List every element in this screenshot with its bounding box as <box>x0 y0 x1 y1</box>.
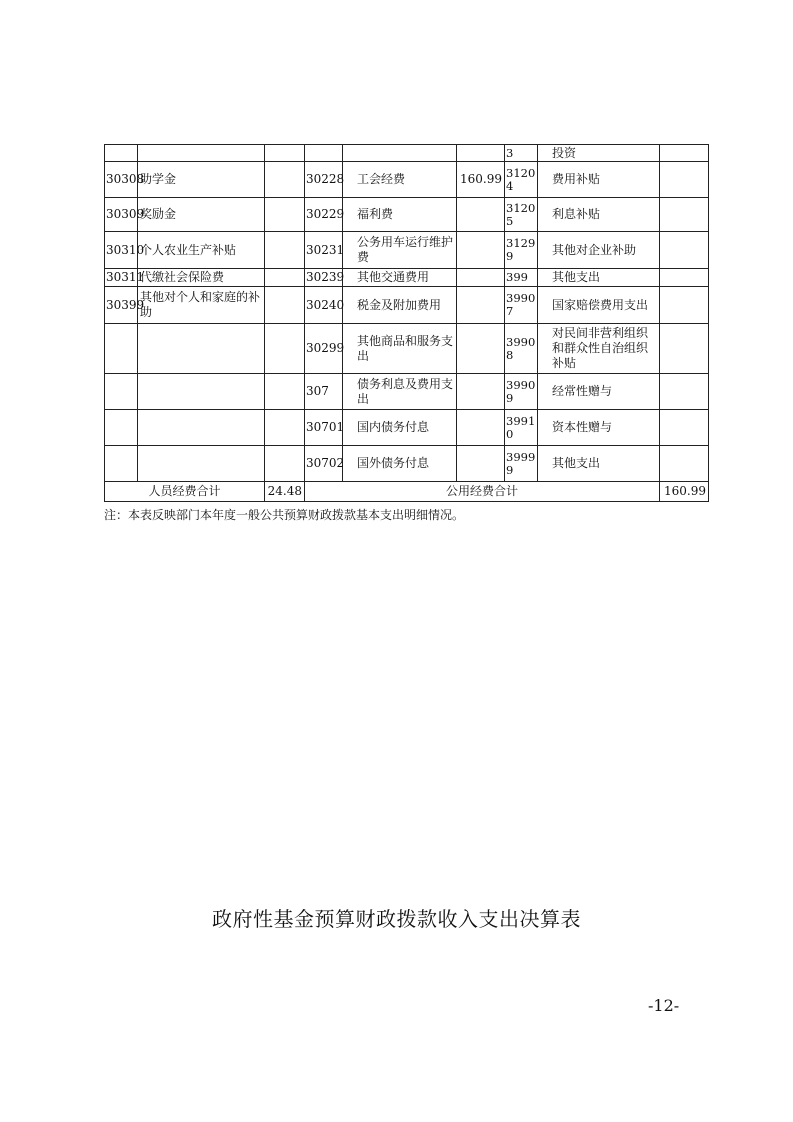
totals-row <box>105 482 709 502</box>
code-cell: 30240 <box>305 287 343 324</box>
amount-cell <box>660 410 709 446</box>
section-title: 政府性基金预算财政拨款收入支出决算表 <box>212 907 581 931</box>
name-cell: 其他交通费用 <box>343 269 457 287</box>
name-cell: 投资 <box>538 145 660 162</box>
name-cell <box>138 145 265 162</box>
table-row <box>105 269 709 287</box>
name-cell: 奖励金 <box>138 198 265 232</box>
public-total-value: 160.99 <box>660 482 709 502</box>
table-row <box>105 162 709 198</box>
amount-cell <box>660 446 709 482</box>
code-cell: 31204 <box>505 162 538 198</box>
personnel-total-value: 24.48 <box>265 482 305 502</box>
code-cell: 30228 <box>305 162 343 198</box>
name-cell: 其他对个人和家庭的补助 <box>138 287 265 324</box>
name-cell: 个人农业生产补贴 <box>138 232 265 269</box>
code-cell: 30229 <box>305 198 343 232</box>
name-cell: 代缴社会保险费 <box>138 269 265 287</box>
code-cell: 31299 <box>505 232 538 269</box>
name-cell: 费用补贴 <box>538 162 660 198</box>
amount-cell <box>457 324 505 374</box>
name-cell <box>343 145 457 162</box>
code-cell <box>305 145 343 162</box>
code-cell: 30399 <box>105 287 138 324</box>
table-row <box>105 446 709 482</box>
amount-cell <box>265 198 305 232</box>
name-cell <box>138 374 265 410</box>
code-cell: 30311 <box>105 269 138 287</box>
name-cell: 其他支出 <box>538 446 660 482</box>
code-cell: 39910 <box>505 410 538 446</box>
name-cell: 其他对企业补助 <box>538 232 660 269</box>
page-number: -12- <box>648 996 680 1015</box>
amount-cell <box>660 324 709 374</box>
table-row <box>105 374 709 410</box>
code-cell <box>105 374 138 410</box>
amount-cell <box>660 232 709 269</box>
amount-cell <box>660 269 709 287</box>
amount-cell <box>457 269 505 287</box>
name-cell: 工会经费 <box>343 162 457 198</box>
code-cell: 30310 <box>105 232 138 269</box>
amount-cell <box>457 232 505 269</box>
personnel-total-label: 人员经费合计 <box>105 482 265 502</box>
amount-cell <box>265 410 305 446</box>
amount-cell <box>457 446 505 482</box>
table-row <box>105 287 709 324</box>
amount-cell <box>265 287 305 324</box>
code-cell <box>105 446 138 482</box>
amount-cell <box>457 198 505 232</box>
name-cell: 其他商品和服务支出 <box>343 324 457 374</box>
table-body <box>105 145 709 482</box>
amount-cell <box>265 162 305 198</box>
code-cell: 30231 <box>305 232 343 269</box>
name-cell: 经常性赠与 <box>538 374 660 410</box>
code-cell: 39907 <box>505 287 538 324</box>
amount-cell <box>457 145 505 162</box>
name-cell: 国内债务付息 <box>343 410 457 446</box>
table-note: 注：本表反映部门本年度一般公共预算财政拨款基本支出明细情况。 <box>104 508 465 522</box>
name-cell: 国外债务付息 <box>343 446 457 482</box>
name-cell <box>138 446 265 482</box>
amount-cell <box>660 374 709 410</box>
code-cell <box>105 410 138 446</box>
amount-cell <box>265 324 305 374</box>
code-cell: 30309 <box>105 198 138 232</box>
amount-cell <box>265 374 305 410</box>
code-cell <box>105 324 138 374</box>
code-cell: 30239 <box>305 269 343 287</box>
amount-cell <box>660 162 709 198</box>
code-cell: 39999 <box>505 446 538 482</box>
name-cell: 福利费 <box>343 198 457 232</box>
amount-cell: 160.99 <box>457 162 505 198</box>
amount-cell <box>457 287 505 324</box>
table-row <box>105 198 709 232</box>
name-cell: 债务利息及费用支出 <box>343 374 457 410</box>
table-row <box>105 324 709 374</box>
name-cell: 税金及附加费用 <box>343 287 457 324</box>
amount-cell <box>660 198 709 232</box>
name-cell: 利息补贴 <box>538 198 660 232</box>
amount-cell <box>660 287 709 324</box>
amount-cell <box>457 410 505 446</box>
name-cell <box>138 324 265 374</box>
code-cell: 39909 <box>505 374 538 410</box>
amount-cell <box>457 374 505 410</box>
table-row <box>105 145 709 162</box>
expenditure-detail-table <box>104 144 709 502</box>
public-total-label: 公用经费合计 <box>305 482 660 502</box>
amount-cell <box>265 446 305 482</box>
code-cell: 30308 <box>105 162 138 198</box>
amount-cell <box>265 232 305 269</box>
name-cell: 对民间非营利组织和群众性自治组织补贴 <box>538 324 660 374</box>
code-cell: 30299 <box>305 324 343 374</box>
name-cell: 国家赔偿费用支出 <box>538 287 660 324</box>
code-cell: 30702 <box>305 446 343 482</box>
code-cell: 39908 <box>505 324 538 374</box>
amount-cell <box>660 145 709 162</box>
table-row <box>105 410 709 446</box>
name-cell: 资本性赠与 <box>538 410 660 446</box>
code-cell: 307 <box>305 374 343 410</box>
name-cell <box>138 410 265 446</box>
code-cell: 30701 <box>305 410 343 446</box>
code-cell: 3 <box>505 145 538 162</box>
code-cell <box>105 145 138 162</box>
name-cell: 其他支出 <box>538 269 660 287</box>
code-cell: 399 <box>505 269 538 287</box>
amount-cell <box>265 269 305 287</box>
code-cell: 31205 <box>505 198 538 232</box>
name-cell: 公务用车运行维护费 <box>343 232 457 269</box>
table-row <box>105 232 709 269</box>
name-cell: 助学金 <box>138 162 265 198</box>
amount-cell <box>265 145 305 162</box>
